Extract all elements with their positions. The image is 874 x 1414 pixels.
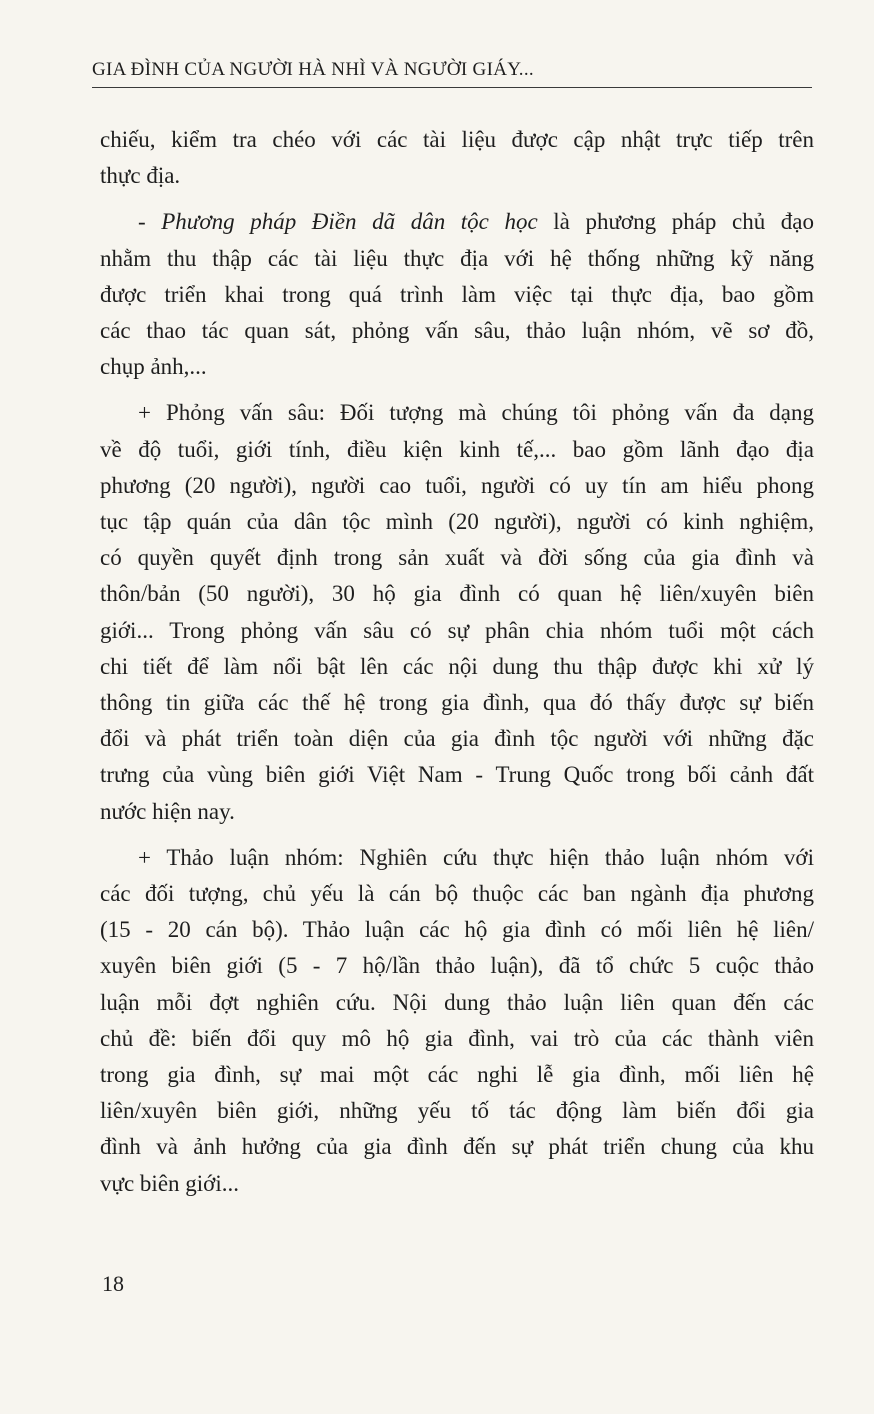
text-line: đổi và phát triển toàn diện của gia đình tộc người với những đặc [100,726,814,752]
text-line: chủ đề: biến đổi quy mô hộ gia đình, vai trò của các thành viên [100,1025,814,1051]
paragraph-3 [100,395,814,829]
header-rule [92,87,812,88]
paragraph-2 [100,204,814,385]
method-term: - Phương pháp Điền dã dân tộc học [138,209,538,235]
text-line: phương (20 người), người cao tuổi, người có uy tín am hiểu phong [100,472,814,498]
text-line: có quyền quyết định trong sản xuất và đời sống của gia đình và [100,545,814,571]
text-line: thôn/bản (50 người), 30 hộ gia đình có quan hệ liên/xuyên biên [100,581,814,607]
text-line: trong gia đình, sự mai một các nghi lễ gia đình, mối liên hệ [100,1062,814,1088]
text-line: các thao tác quan sát, phỏng vấn sâu, thảo luận nhóm, vẽ sơ đồ, [100,318,814,344]
text-line-lead [100,204,814,240]
paragraph-1 [100,122,814,194]
text-line: + Phỏng vấn sâu: Đối tượng mà chúng tôi phỏng vấn đa dạng [138,400,814,426]
text-line: đình và ảnh hưởng của gia đình đến sự phát triển chung của khu [100,1134,814,1160]
text-line: liên/xuyên biên giới, những yếu tố tác động làm biến đổi gia [100,1098,814,1124]
text-line: tục tập quán của dân tộc mình (20 người), người có kinh nghiệm, [100,509,814,535]
running-header: GIA ĐÌNH CỦA NGƯỜI HÀ NHÌ VÀ NGƯỜI GIÁY... [92,59,534,80]
text-line: các đối tượng, chủ yếu là cán bộ thuộc các ban ngành địa phương [100,881,814,907]
text-line: nước hiện nay. [100,798,235,824]
text-line: được triển khai trong quá trình làm việc tại thực địa, bao gồm [100,281,814,307]
text-line: xuyên biên giới (5 - 7 hộ/lần thảo luận), đã tổ chức 5 cuộc thảo [100,953,814,979]
text-line: thực địa. [100,163,181,189]
text-line: chi tiết để làm nổi bật lên các nội dung thu thập được khi xử lý [100,653,814,679]
text-line: + Thảo luận nhóm: Nghiên cứu thực hiện thảo luận nhóm với [138,844,814,870]
text-line: vực biên giới... [100,1170,239,1196]
page-number: 18 [102,1271,124,1296]
paragraph-4 [100,840,814,1202]
body-text [100,122,814,1212]
text-line: trưng của vùng biên giới Việt Nam - Trung Quốc trong bối cảnh đất [100,762,814,788]
text-line: chụp ảnh,... [100,354,207,380]
text-line: luận mỗi đợt nghiên cứu. Nội dung thảo luận liên quan đến các [100,989,814,1015]
text-line: (15 - 20 cán bộ). Thảo luận các hộ gia đình có mối liên hệ liên/ [100,917,814,943]
text-line: về độ tuổi, giới tính, điều kiện kinh tế,... bao gồm lãnh đạo địa [100,436,814,462]
text-line: nhằm thu thập các tài liệu thực địa với hệ thống những kỹ năng [100,245,814,271]
text-line: giới... Trong phỏng vấn sâu có sự phân chia nhóm tuổi một cách [100,617,814,643]
lead-rest: là phương pháp chủ đạo [537,209,814,235]
text-line: chiếu, kiểm tra chéo với các tài liệu được cập nhật trực tiếp trên [100,127,814,152]
text-line: thông tin giữa các thế hệ trong gia đình, qua đó thấy được sự biến [100,690,814,716]
